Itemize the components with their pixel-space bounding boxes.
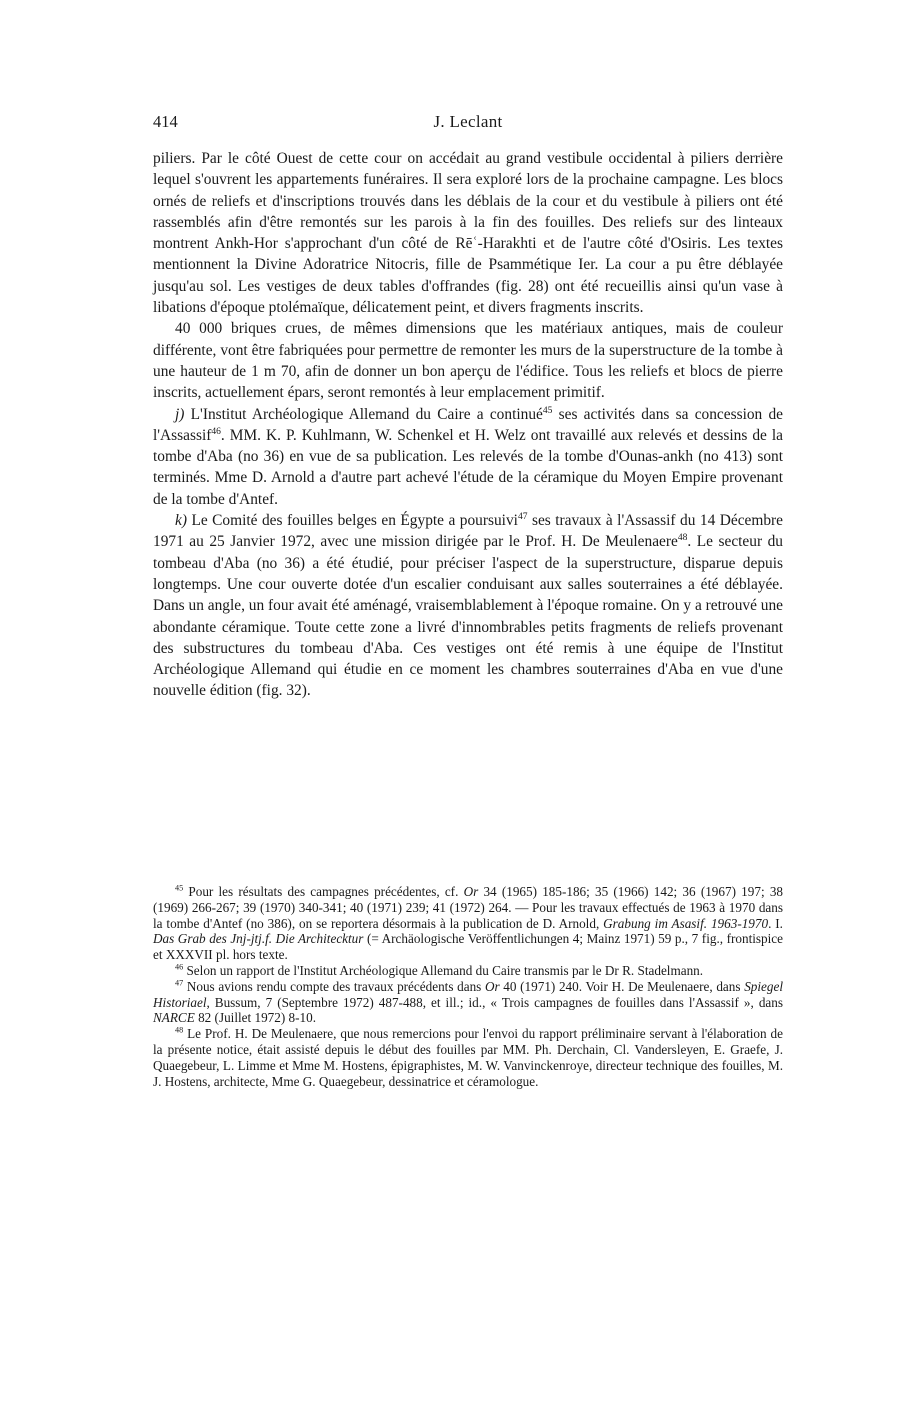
paragraph-briques: 40 000 briques crues, de mêmes dimensions que les matériaux antiques, mais de couleur différente, vont être fabriquées pour permettre de remonter les murs de la superstructure de la tombe à une hauteur de 1 m 70, afin de donner un bon aperçu de l'édifice. Tous les reliefs et blocs de pierre inscrits, actuellement épars, seront remontés à leur emplacement primitif. (153, 320, 783, 402)
page-number: 414 (153, 112, 178, 131)
paragraph-j (153, 404, 783, 510)
footnote-text: 82 (Juillet 1972) 8-10. (194, 1010, 317, 1026)
footnote-ref-45[interactable]: 45 (542, 404, 553, 416)
footnote-number: 46 (175, 962, 184, 972)
publication-title: Das Grab des Jnj-jtj.f. Die Architecktur (153, 931, 364, 947)
paragraph-k (153, 510, 783, 702)
footnote-ref-48[interactable]: 48 (677, 532, 688, 544)
footnote-number: 47 (175, 978, 184, 988)
footnote-number: 45 (175, 883, 184, 893)
publication-title: Spiegel Historiael (153, 978, 784, 1010)
page-header (153, 112, 783, 138)
paragraph-k-part2: ses travaux à l'Assassif du 14 Décembre 1971 au 25 Janvier 1972, avec une mission dirigée par le Prof. H. De Meulenaere (153, 512, 783, 551)
paragraph-j-part1: L'Institut Archéologique Allemand du Caire a continué (190, 405, 543, 423)
footnote-46 (153, 963, 783, 979)
footnote-48 (153, 1026, 783, 1089)
footnote-text: 34 (1965) 185-186; 35 (1966) 142; 36 (1967) 197; 38 (1969) 266-267; 39 (1970) 340-341; 40 (1971) 239; 41 (1972) 264. — Pour les travaux effectués de 1963 à 1970 dans la tombe d'Antef (no 386), on se reportera désormais à la publication de D. Arnold, (153, 884, 784, 931)
item-label-j: j) (175, 405, 185, 423)
footnote-45 (153, 884, 783, 963)
footnote-ref-46[interactable]: 46 (211, 425, 221, 437)
running-title: J. Leclant (433, 112, 503, 131)
footnote-text: Nous avions rendu compte des travaux précédents dans (186, 978, 485, 994)
publication-title: NARCE (153, 1010, 195, 1026)
footnote-47 (153, 979, 783, 1026)
footnote-ref-47[interactable]: 47 (517, 510, 528, 522)
paragraph-piliers: piliers. Par le côté Ouest de cette cour on accédait au grand vestibule occidental à piliers derrière lequel s'ouvrent les appartements funéraires. Il sera exploré lors de la prochaine campagne. Les blocs ornés de reliefs et d'inscriptions trouvés dans les déblais de la cour et du vestibule à piliers ont été rassemblés afin d'être remontés sur les parois à la fin des fouilles. Des reliefs sur des linteaux montrent Ankh-Hor s'approchant d'un côté de Rēʿ-Harakhti et de l'autre côté d'Osiris. Les textes mentionnent la Divine Adoratrice Nitocris, fille de Psammétique Ier. La cour a pu être déblayée jusqu'au sol. Les vestiges de deux tables d'offrandes (fig. 28) ont été recueillis ainsi qu'un vase à libations d'époque ptolémaïque, délicatement peint, et divers fragments inscrits. (153, 150, 783, 317)
footnote-text: , Bussum, 7 (Septembre 1972) 487-488, et ill.; id., « Trois campagnes de fouilles dans l'Assassif », dans (206, 994, 783, 1010)
footnotes (153, 884, 783, 1089)
item-label-k: k) (175, 512, 187, 530)
paragraph-j-part3: . MM. K. P. Kuhlmann, W. Schenkel et H. Welz ont travaillé aux relevés et dessins de la tombe d'Aba (no 36) en vue de sa publication. Les relevés de la tombe d'Ounas-ankh (no 413) sont terminés. Mme D. Arnold a d'autre part achevé l'étude de la céramique du Moyen Empire provenant de la tombe d'Antef. (153, 426, 783, 508)
journal-abbrev: Or (463, 884, 479, 899)
paragraph-k-part3: . Le secteur du tombeau d'Aba (no 36) a été étudié, pour préciser l'aspect de la superstructure, disparue depuis longtemps. Une cour ouverte dotée d'un escalier conduisant aux salles souterraines a été déblayée. Dans un angle, un four avait été aménagé, vraisemblablement à l'époque romaine. On y a retrouvé une abondante céramique. Toute cette zone a livré d'innombrables petits fragments de reliefs provenant des substructures du tombeau d'Aba. Ces vestiges ont été remis à une équipe de l'Institut Archéologique Allemand qui étudie en ce moment les chambres souterraines d'Aba en vue d'une nouvelle édition (fig. 32). (153, 533, 784, 700)
footnote-text: (= Archäologische Veröffentlichungen 4; Mainz 1971) 59 p., 7 fig., frontispice et XXXVII pl. hors texte. (153, 931, 783, 963)
footnote-text: 40 (1971) 240. Voir H. De Meulenaere, dans (499, 978, 745, 994)
paragraph-j-part2: ses activités dans sa concession de l'Assassif (153, 405, 783, 444)
publication-title: Grabung im Asasif. 1963-1970 (603, 915, 769, 931)
paragraph-k-part1: Le Comité des fouilles belges en Égypte a poursuivi (191, 512, 518, 530)
main-text (153, 148, 783, 702)
footnote-text: Le Prof. H. De Meulenaere, que nous remercions pour l'envoi du rapport préliminaire servant à l'élaboration de la présente notice, était assisté depuis le début des fouilles par MM. Ph. Derchain, Cl. Vandersleyen, E. Graefe, J. Quaegebeur, L. Limme et Mme M. Hostens, épigraphistes, M. W. Vanvinckenroye, directeur technique des fouilles, M. J. Hostens, architecte, Mme G. Quaegebeur, dessinatrice et céramologue. (153, 1026, 783, 1089)
footnote-number: 48 (175, 1025, 184, 1035)
journal-abbrev: Or (484, 978, 500, 994)
footnote-text: . I. (768, 915, 783, 931)
footnote-text: Selon un rapport de l'Institut Archéologique Allemand du Caire transmis par le Dr R. Stadelmann. (186, 962, 704, 978)
footnote-text: Pour les résultats des campagnes précédentes, cf. (188, 884, 464, 899)
